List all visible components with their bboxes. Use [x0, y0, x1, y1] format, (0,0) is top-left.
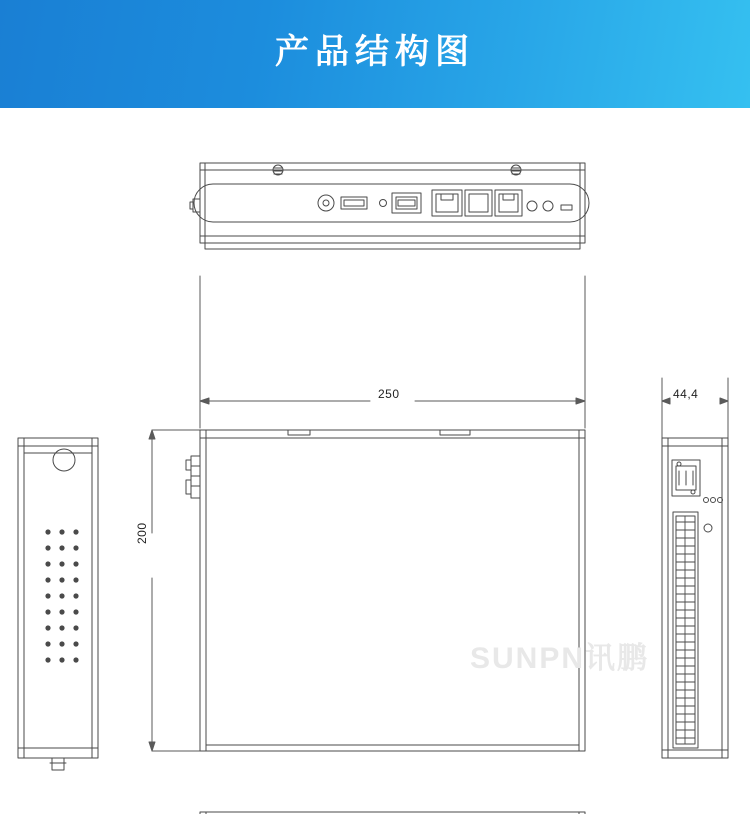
top-view-group: [190, 163, 589, 249]
dimension-height: [149, 430, 200, 751]
dimension-label-width: 250: [378, 387, 400, 401]
dimension-width: [200, 276, 585, 428]
watermark-text: SUNPN讯鹏: [470, 642, 650, 675]
drawing-svg: [0, 108, 750, 814]
page-title: 产品结构图: [275, 33, 475, 71]
dimension-label-height: 200: [135, 522, 149, 544]
left-side-view-group: [18, 438, 98, 770]
technical-drawing-canvas: [0, 108, 750, 814]
right-side-view-group: [662, 438, 728, 758]
page-header: [0, 0, 750, 108]
dimension-label-depth: 44,4: [673, 387, 699, 401]
front-view-group: [186, 430, 585, 751]
